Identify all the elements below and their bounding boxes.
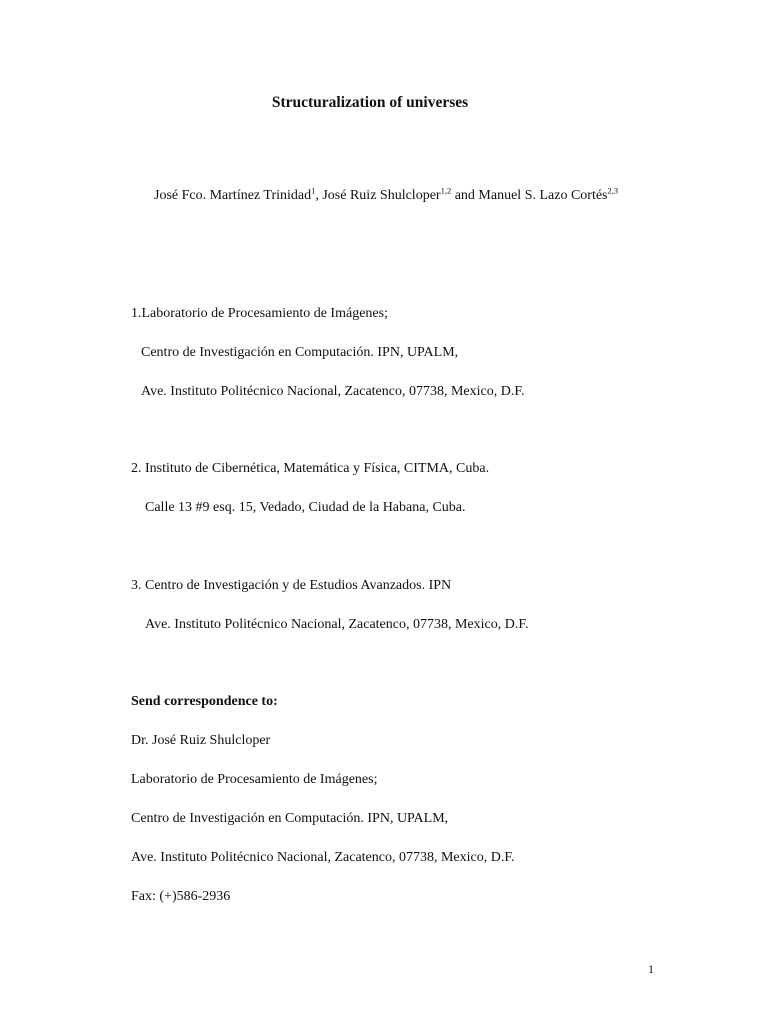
affiliation-2-line-2: Calle 13 #9 esq. 15, Vedado, Ciudad de la Habana, Cuba. bbox=[145, 500, 466, 515]
affiliation-1-line-2: Centro de Investigación en Computación. IPN, UPALM, bbox=[141, 345, 459, 360]
page-number: 1 bbox=[648, 962, 654, 976]
correspondence-heading: Send correspondence to: bbox=[131, 694, 278, 709]
author-name: José Ruiz Shulcloper bbox=[322, 188, 441, 203]
paper-title: Structuralization of universes bbox=[271, 94, 469, 111]
correspondence-fax: Fax: (+)586-2936 bbox=[131, 889, 231, 904]
affiliation-1-line-1: 1.Laboratorio de Procesamiento de Imágenes; bbox=[131, 306, 388, 321]
author-affiliation-marker: 2,3 bbox=[607, 185, 619, 196]
author-affiliation-marker: 1,2 bbox=[440, 185, 452, 196]
affiliation-3-line-2: Ave. Instituto Politécnico Nacional, Zacatenco, 07738, Mexico, D.F. bbox=[145, 617, 529, 632]
author-separator: and bbox=[451, 188, 479, 203]
correspondence-center: Centro de Investigación en Computación. IPN, UPALM, bbox=[131, 811, 449, 826]
affiliation-1-line-3: Ave. Instituto Politécnico Nacional, Zacatenco, 07738, Mexico, D.F. bbox=[141, 384, 525, 399]
correspondence-lab: Laboratorio de Procesamiento de Imágenes; bbox=[131, 772, 378, 787]
author-affiliation-marker: 1 bbox=[311, 185, 316, 196]
author-list bbox=[154, 187, 618, 205]
author-name: Manuel S. Lazo Cortés bbox=[478, 188, 608, 203]
correspondence-name: Dr. José Ruiz Shulcloper bbox=[131, 733, 271, 748]
affiliation-2-line-1: 2. Instituto de Cibernética, Matemática y Física, CITMA, Cuba. bbox=[131, 461, 490, 476]
author-separator: , bbox=[315, 188, 323, 203]
affiliation-3-line-1: 3. Centro de Investigación y de Estudios Avanzados. IPN bbox=[131, 578, 452, 593]
correspondence-address: Ave. Instituto Politécnico Nacional, Zacatenco, 07738, Mexico, D.F. bbox=[131, 850, 515, 865]
author-name: José Fco. Martínez Trinidad bbox=[154, 188, 312, 203]
